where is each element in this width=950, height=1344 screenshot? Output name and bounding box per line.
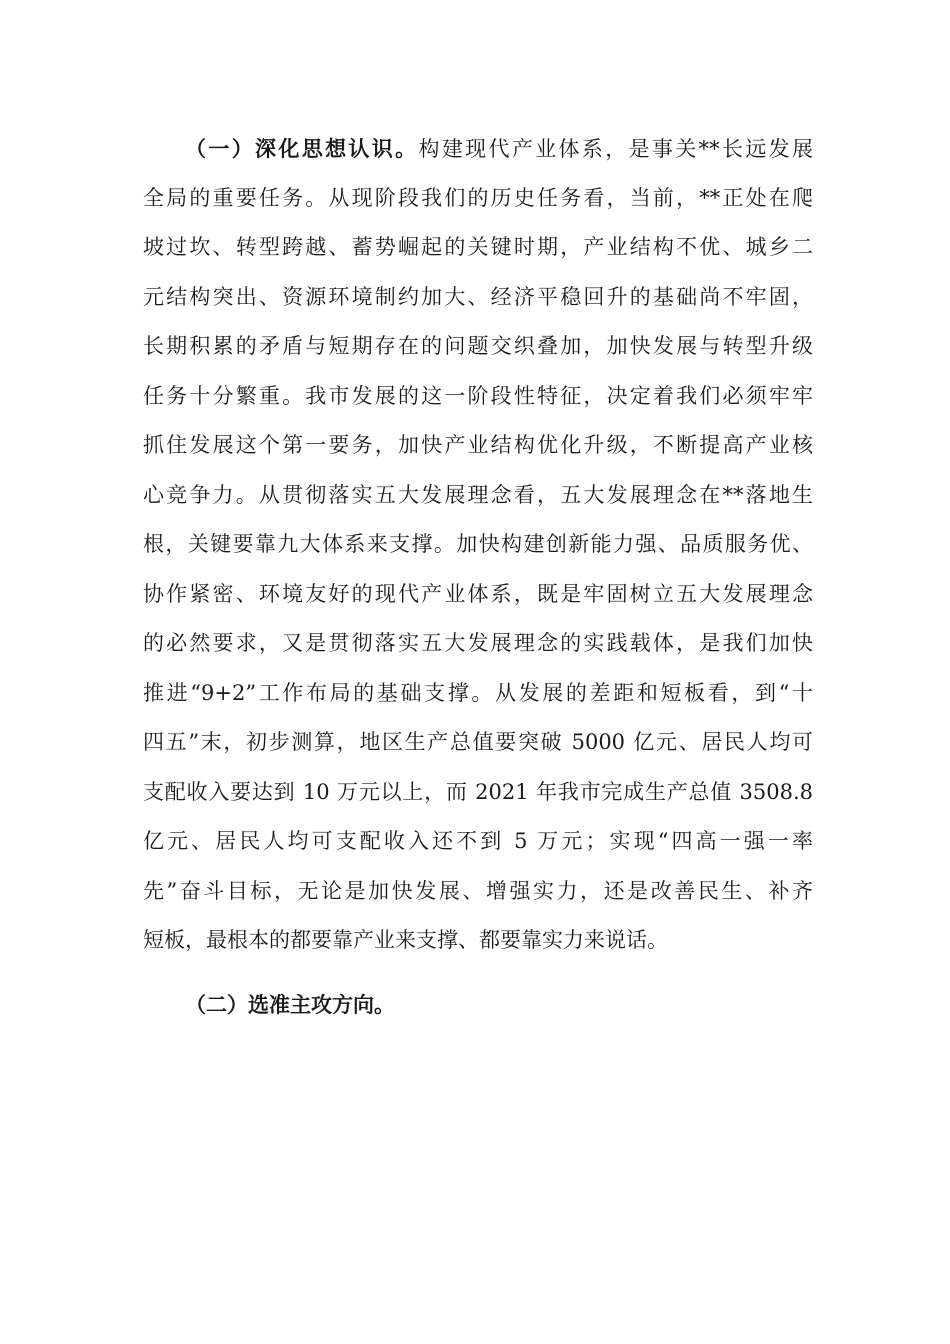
paragraph-1-line: 协作紧密、环境友好的现代产业体系，既是牢固树立五大发展理念 (143, 581, 813, 606)
paragraph-1-line: 亿元、居民人均可支配收入还不到 5 万元；实现“四高一强一率 (143, 829, 813, 853)
paragraph-1-line: 坡过坎、转型跨越、蓄势崛起的关键时期，产业结构不优、城乡二 (143, 235, 813, 259)
paragraph-1-line: 先”奋斗目标，无论是加快发展、增强实力，还是改善民生、补齐 (143, 878, 813, 903)
paragraph-1-line: 全局的重要任务。从现阶段我们的历史任务看，当前，**正处在爬 (143, 185, 813, 210)
paragraph-1-line: 抓住发展这个第一要务，加快产业结构优化升级，不断提高产业核 (143, 433, 813, 457)
paragraph-1-line: 的必然要求，又是贯彻落实五大发展理念的实践载体，是我们加快 (143, 631, 813, 655)
section-2-heading: （二）选准主攻方向。 (185, 991, 395, 1017)
paragraph-1-line: 元结构突出、资源环境制约加大、经济平稳回升的基础尚不牢固， (143, 284, 813, 309)
paragraph-1-line: 推进“9+2”工作布局的基础支撑。从发展的差距和短板看，到“十 (143, 680, 813, 705)
paragraph-1-line: 长期积累的矛盾与短期存在的问题交织叠加，加快发展与转型升级 (143, 334, 813, 358)
paragraph-1-line: 短板，最根本的都要靠产业来支撑、都要靠实力来说话。 (143, 928, 668, 952)
section-1-heading: （一）深化思想认识。 (185, 136, 419, 161)
paragraph-gap (143, 966, 813, 980)
paragraph-1-line: 支配收入要达到 10 万元以上，而 2021 年我市完成生产总值 3508.8 (143, 779, 813, 804)
paragraph-1-line: 根，关键要靠九大体系来支撑。加快构建创新能力强、品质服务优、 (143, 532, 813, 556)
document-body (143, 124, 813, 1029)
paragraph-1-line: 心竞争力。从贯彻落实五大发展理念看，五大发展理念在**落地生 (143, 482, 813, 507)
paragraph-text: 构建现代产业体系，是事关**长远发展 (418, 137, 814, 161)
paragraph-1-line: 四五”末，初步测算，地区生产总值要突破 5000 亿元、居民人均可 (143, 730, 813, 754)
paragraph-2-line-1 (143, 980, 813, 1030)
paragraph-1-line: 任务十分繁重。我市发展的这一阶段性特征，决定着我们必须牢牢 (143, 383, 813, 408)
paragraph-1-line-1 (143, 124, 813, 174)
